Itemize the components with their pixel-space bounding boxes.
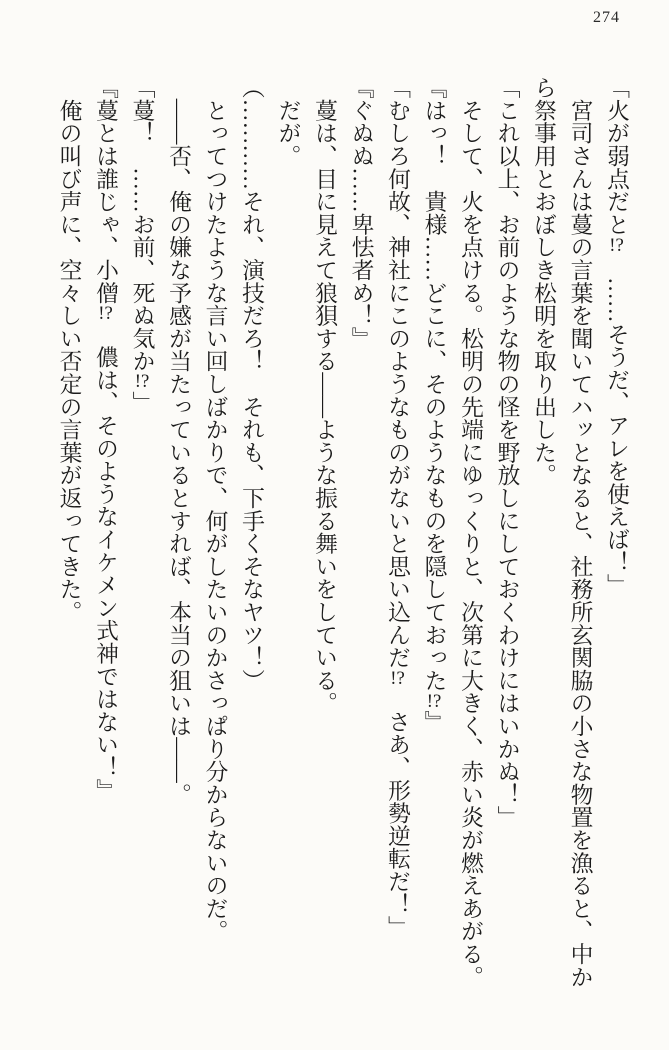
paragraph-line: 「火が弱点だと!? ……そうだ、アレを使えば！」 bbox=[604, 76, 629, 597]
novel-text-block bbox=[50, 76, 634, 990]
paragraph-line: そして、火を点ける。松明の先端にゆっくりと、次第に大きく、赤い炎が燃えあがる。 bbox=[458, 76, 483, 988]
paragraph-line: 「これ以上、お前のような物の怪を野放しにしておくわけにはいかぬ！」 bbox=[494, 76, 520, 829]
exclamation-question-glyph: !? bbox=[609, 235, 624, 255]
exclamation-question-glyph: !? bbox=[98, 304, 113, 323]
exclamation-question-glyph: !? bbox=[134, 372, 150, 392]
paragraph-line: とってつけたような言い回しばかりで、何がしたいのかさっぱり分からないのだ。 bbox=[202, 76, 228, 943]
paragraph-line: だが。 bbox=[275, 76, 301, 168]
paragraph-line: 『はっ！ 貴様……どこに、そのようなものを隠しておった!?』 bbox=[421, 76, 447, 734]
page-number: 274 bbox=[593, 9, 620, 26]
paragraph-line: 『ぐぬぬ……卑怯者め！』 bbox=[348, 76, 374, 350]
paragraph-line: 宮司さんは蔓の言葉を聞いてハッとなると、社務所玄関脇の小さな物置を漁ると、中から祭事用とおぼしき松明を取り出した。 bbox=[531, 76, 593, 988]
paragraph-line: 蔓は、目に見えて狼狽する——ような振る舞いをしている。 bbox=[312, 76, 337, 715]
paragraph-line: （…………それ、演技だろ！ それも、下手くそなヤツ！） bbox=[239, 76, 264, 692]
paragraph-line: 俺の叫び声に、空々しい否定の言葉が返ってきた。 bbox=[56, 76, 82, 624]
paragraph-line: 「蔓！ ……お前、死ぬ気か!?」 bbox=[129, 76, 155, 414]
exclamation-question-glyph: !? bbox=[390, 668, 405, 688]
exclamation-question-glyph: !? bbox=[426, 691, 442, 711]
paragraph-line: 『蔓とは誰じゃ、小僧!? 儂は、そのようなイケメン式神ではない！』 bbox=[93, 76, 118, 802]
paragraph-line: ——否、俺の嫌な予感が当たっているとすれば、本当の狙いは——。 bbox=[166, 76, 191, 806]
paragraph-line: 「むしろ何故、神社にこのようなものがないと思い込んだ!? さあ、形勢逆転だ！」 bbox=[385, 76, 410, 939]
